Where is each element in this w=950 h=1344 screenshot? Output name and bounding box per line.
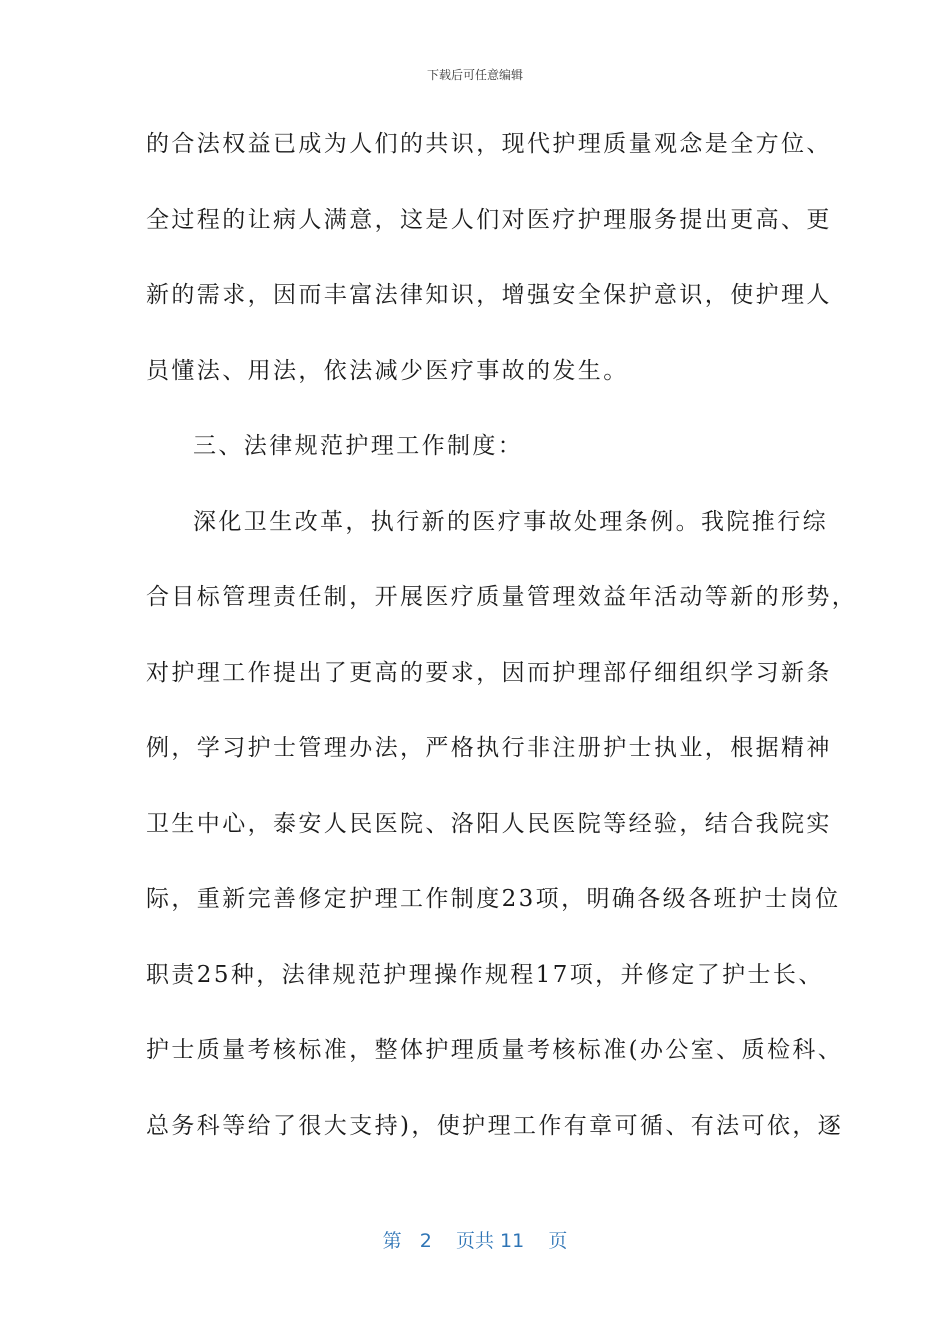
page-label-suffix: 页 [548, 1230, 568, 1252]
paragraph-line: 护士质量考核标准，整体护理质量考核标准(办公室、质检科、 [146, 1037, 844, 1063]
page-footer [0, 1226, 950, 1253]
paragraph-line: 职责25种，法律规范护理操作规程17项，并修定了护士长、 [146, 961, 824, 988]
section-heading: 三、法律规范护理工作制度： [193, 433, 524, 459]
paragraph-line: 的合法权益已成为人们的共识，现代护理质量观念是全方位、 [146, 131, 832, 157]
total-pages-number: 11 [500, 1230, 525, 1252]
paragraph-line: 新的需求，因而丰富法律知识，增强安全保护意识，使护理人 [146, 282, 832, 308]
paragraph-line: 深化卫生改革，执行新的医疗事故处理条例。我院推行综 [193, 508, 828, 535]
paragraph-line: 卫生中心，泰安人民医院、洛阳人民医院等经验，结合我院实 [146, 810, 832, 837]
header-note: 下载后可任意编辑 [426, 68, 523, 82]
paragraph-line: 例，学习护士管理办法，严格执行非注册护士执业，根据精神 [146, 735, 832, 761]
paragraph-line: 员懂法、用法，依法减少医疗事故的发生。 [146, 357, 629, 384]
page-label-middle: 页共 [455, 1230, 494, 1252]
page-label-prefix: 第 [382, 1230, 402, 1252]
current-page-number: 2 [419, 1230, 432, 1252]
paragraph-line: 总务科等给了很大支持)，使护理工作有章可循、有法可依，逐 [146, 1112, 844, 1139]
paragraph-line: 对护理工作提出了更高的要求，因而护理部仔细组织学习新条 [146, 659, 832, 686]
paragraph-line: 际，重新完善修定护理工作制度23项，明确各级各班护士岗位 [146, 886, 841, 912]
paragraph-line: 全过程的让病人满意，这是人们对医疗护理服务提出更高、更 [146, 206, 832, 233]
document-body [146, 120, 858, 1177]
paragraph-line: 合目标管理责任制，开展医疗质量管理效益年活动等新的形势， [146, 584, 858, 610]
